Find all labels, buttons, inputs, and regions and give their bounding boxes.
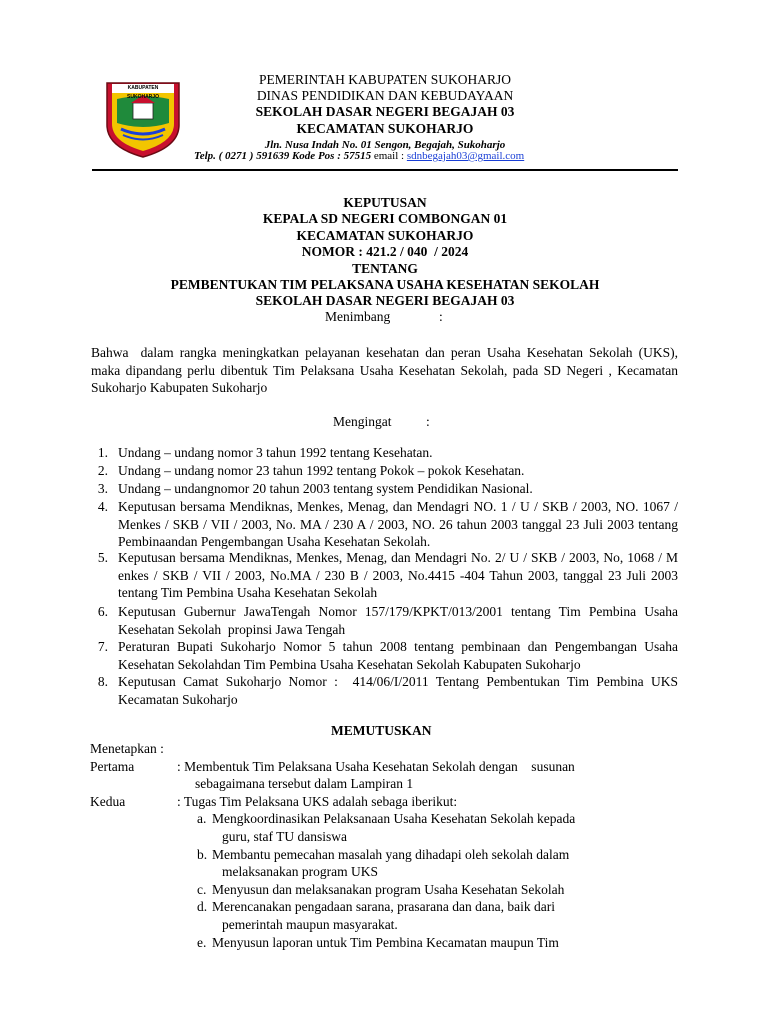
email-label: email : [371,150,407,162]
memutuskan-heading: MEMUTUSKAN [331,723,432,738]
letterhead-line-3: SEKOLAH DASAR NEGERI BEGAJAH 03 [255,104,515,119]
task-letter: a. [197,811,207,826]
pertama-text-continued: sebagaimana tersebut dalam Lampiran 1 [195,776,414,791]
letterhead-address: Jln. Nusa Indah No. 01 Sengon, Begajah, Sukoharjo [264,139,506,151]
task-text: Menyusun dan melaksanakan program Usaha Kesehatan Sekolah [212,882,565,897]
list-item-number: 1. [97,445,108,460]
task-letter: e. [197,935,207,950]
mengingat-label: Mengingat [333,414,392,429]
task-text: Merencanakan pengadaan sarana, prasarana dan dana, baik dari [212,899,555,914]
list-item: Keputusan bersama Mendiknas, Menkes, Menag, dan Mendagri NO. 1 / U / SKB / 2003, NO. 1067 / Menkes / SKB / VII / 2003, No. MA / 230 A / 2003, NO. 26 tahun 2003 tanggal 23 Juli 2003 tentang Pembinaandan Pengembangan Usaha Kesehatan Sekolah. [118,499,678,549]
task-text: Menyusun laporan untuk Tim Pembina Kecamatan maupun Tim [212,935,559,950]
list-item-number: 2. [97,463,108,478]
mengingat-colon: : [426,414,430,429]
letterhead-line-1: PEMERINTAH KABUPATEN SUKOHARJO [259,72,511,87]
email-link[interactable]: sdnbegajah03@gmail.com [406,150,525,162]
list-item-number: 8. [97,674,108,689]
decree-title: KEPUTUSAN [343,195,427,210]
decree-subject: PEMBENTUKAN TIM PELAKSANA USAHA KESEHATAN SEKOLAH [170,277,600,292]
regency-emblem [103,79,183,159]
list-item: Keputusan bersama Mendiknas, Menkes, Menag, dan Mendagri No. 2/ U / SKB / 2003, No, 1068 / M enkes / SKB / VII / 2003, No.MA / 230 B / 2003, No.4415 -404 Tahun 2003, tanggal 23 Juli 2003 tentang Tim Pembina Usaha Kesehatan Sekolah [118,550,685,600]
menimbang-label: Menimbang [325,309,391,324]
list-item-number: 3. [97,481,108,496]
list-item-number: 6. [97,604,108,619]
decree-issuer: KEPALA SD NEGERI COMBONGAN 01 [262,211,508,226]
kedua-text: : Tugas Tim Pelaksana UKS adalah sebaga iberikut: [177,794,458,809]
letterhead-contact [194,150,614,162]
list-item-number: 5. [97,550,108,565]
list-item-number: 7. [97,639,108,654]
task-text-continued: pemerintah maupun masyarakat. [222,917,398,932]
decree-school: SEKOLAH DASAR NEGERI BEGAJAH 03 [255,293,515,308]
task-letter: d. [197,899,208,914]
list-item: Keputusan Gubernur JawaTengah Nomor 157/179/KPKT/013/2001 tentang Tim Pembina Usaha Kesehatan Sekolah propinsi Jawa Tengah [118,604,682,637]
list-item: Undang – undang nomor 23 tahun 1992 tentang Pokok – pokok Kesehatan. [118,463,525,478]
letterhead-line-4: KECAMATAN SUKOHARJO [296,121,474,136]
letterhead-phone: Telp. ( 0271 ) 591639 Kode Pos : 57515 [194,150,372,162]
kedua-label: Kedua [90,794,126,809]
decree-district: KECAMATAN SUKOHARJO [296,228,474,243]
list-item-number: 4. [97,499,108,514]
pertama-text: : Membentuk Tim Pelaksana Usaha Kesehatan Sekolah dengan susunan [177,759,575,774]
list-item: Keputusan Camat Sukoharjo Nomor : 414/06/I/2011 Tentang Pembentukan Tim Pembina UKS Kecamatan Sukoharjo [118,674,682,707]
task-letter: b. [197,847,208,862]
letterhead-divider [92,169,678,171]
emblem-caption: KABUPATEN SUKOHARJO [127,85,159,100]
task-text-continued: guru, staf TU dansiswa [222,829,347,844]
list-item: Undang – undangnomor 20 tahun 2003 tentang system Pendidikan Nasional. [118,481,533,496]
task-text-continued: melaksanakan program UKS [222,864,378,879]
task-text: Membantu pemecahan masalah yang dihadapi oleh sekolah dalam [212,847,570,862]
menimbang-text: Bahwa dalam rangka meningkatkan pelayanan kesehatan dan peran Usaha Kesehatan Sekolah (UKS), maka dipandang perlu dibentuk Tim Pelaksana Usaha Kesehatan Sekolah, pada SD Negeri , Kecamatan Sukoharjo Kabupaten Sukoharjo [91,345,682,395]
menimbang-colon: : [439,309,443,324]
decree-number: NOMOR : 421.2 / 040 / 2024 [301,244,469,259]
letterhead-line-2: DINAS PENDIDIKAN DAN KEBUDAYAAN [256,88,514,103]
task-letter: c. [197,882,207,897]
decree-tentang: TENTANG [352,261,418,276]
pertama-label: Pertama [90,759,135,774]
list-item: Undang – undang nomor 3 tahun 1992 tentang Kesehatan. [118,445,433,460]
task-text: Mengkoordinasikan Pelaksanaan Usaha Kesehatan Sekolah kepada [212,811,576,826]
list-item: Peraturan Bupati Sukoharjo Nomor 5 tahun 2008 tentang pembinaan dan Pengembangan Usaha Kesehatan Sekolahdan Tim Pembina Usaha Kesehatan Sekolah Kabupaten Sukoharjo [118,639,678,672]
menetapkan-label: Menetapkan : [90,741,164,756]
